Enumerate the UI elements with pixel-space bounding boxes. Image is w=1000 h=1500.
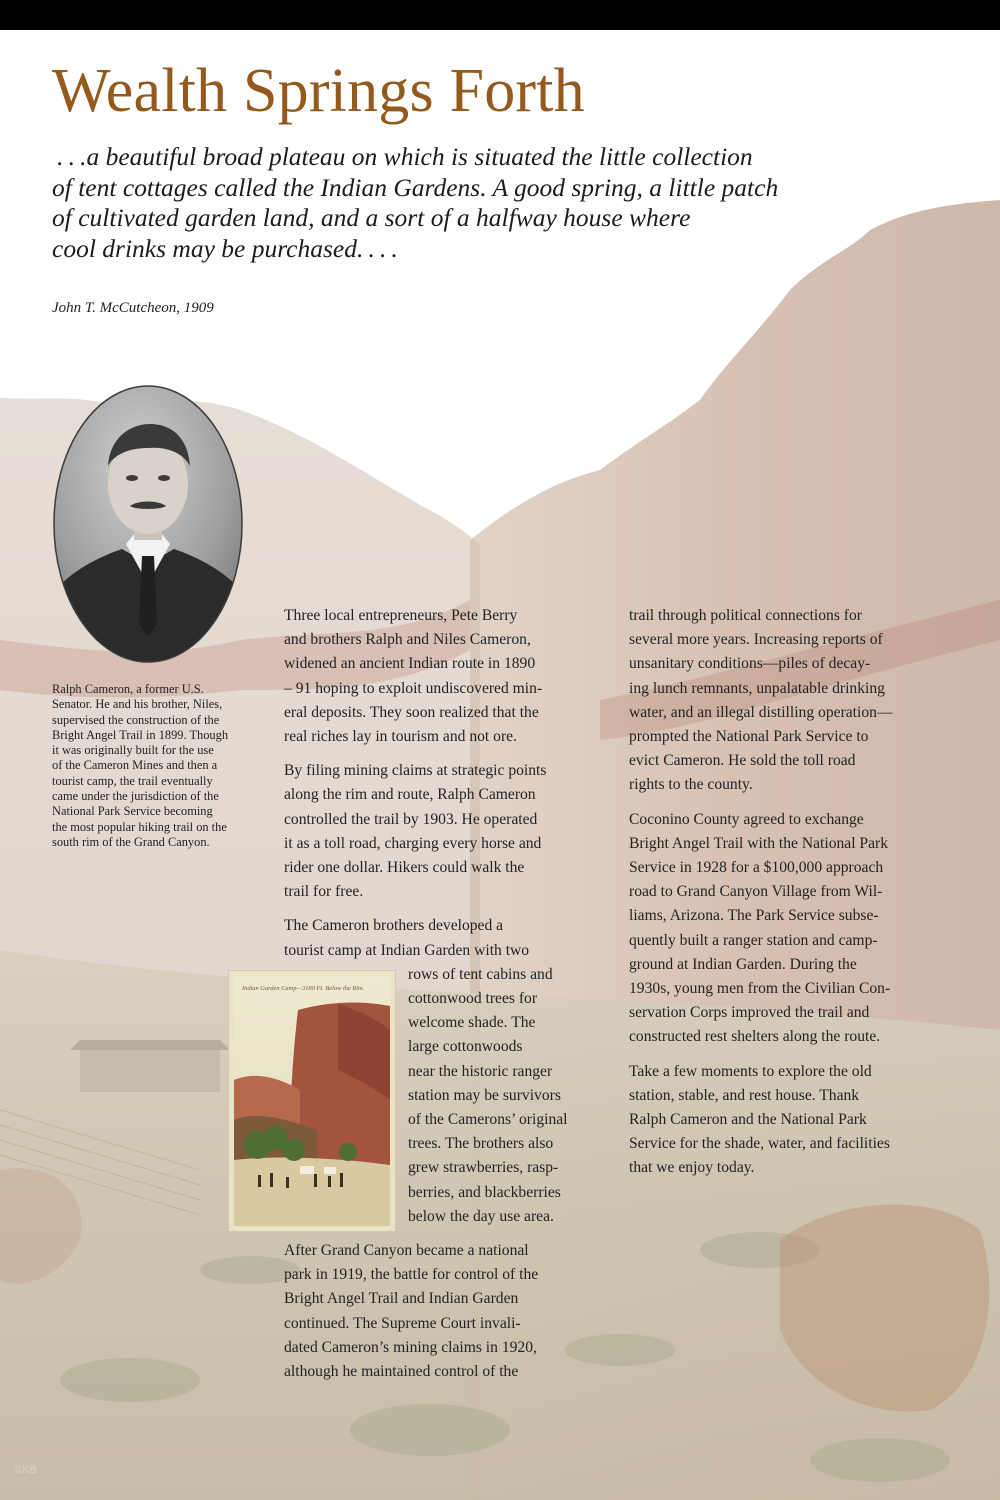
text-line: constructed rest shelters along the route. [629, 1028, 881, 1046]
text-line: eral deposits. They soon realized that the [284, 703, 539, 721]
body-column-2 [629, 604, 959, 1191]
text-line: Service in 1928 for a $100,000 approach [629, 859, 884, 877]
text-line: Take a few moments to explore the old [629, 1062, 872, 1080]
text-line: trail for free. [284, 883, 364, 901]
text-line: – 91 hoping to exploit undiscovered min- [284, 679, 543, 697]
text-line: near the historic ranger [408, 1062, 553, 1080]
paragraph [629, 808, 959, 1050]
text-line: widened an ancient Indian route in 1890 [284, 655, 536, 673]
copyright-mark: ©KB [14, 1464, 37, 1476]
paragraph [629, 1060, 959, 1181]
portrait-caption [52, 682, 262, 850]
quote-line: of cultivated garden land, and a sort of a halfway house where [52, 203, 691, 232]
text-line: it as a toll road, charging every horse and [284, 834, 542, 852]
paragraph [284, 604, 614, 749]
caption-line: Ralph Cameron, a former U.S. [52, 682, 204, 696]
text-line: water, and an illegal distilling operation— [629, 703, 893, 721]
text-line: Service for the shade, water, and facilities [629, 1135, 890, 1153]
caption-line: National Park Service becoming [52, 804, 213, 819]
text-line: although he maintained control of the [284, 1363, 519, 1381]
text-line: The Cameron brothers developed a [284, 917, 504, 935]
text-line: After Grand Canyon became a national [284, 1242, 529, 1260]
text-line: berries, and blackberries [408, 1183, 561, 1201]
paragraph [284, 759, 614, 904]
text-line: below the day use area. [408, 1207, 554, 1225]
text-line: trail through political connections for [629, 607, 862, 624]
text-line: continued. The Supreme Court invali- [284, 1314, 521, 1332]
text-line: rows of tent cabins and [408, 965, 553, 983]
text-line: rider one dollar. Hikers could walk the [284, 859, 525, 877]
text-line: several more years. Increasing reports of [629, 631, 883, 649]
text-line: trees. The brothers also [408, 1135, 554, 1153]
text-line: park in 1919, the battle for control of the [284, 1266, 539, 1284]
text-line: grew strawberries, rasp- [408, 1159, 559, 1177]
text-line: servation Corps improved the trail and [629, 1004, 870, 1022]
quote-attribution: John T. McCutcheon, 1909 [52, 300, 214, 316]
text-line: station, stable, and rest house. Thank [629, 1086, 860, 1104]
text-line: station may be survivors [408, 1086, 561, 1104]
caption-line: came under the jurisdiction of the [52, 789, 219, 804]
text-line: unsanitary conditions—piles of decay- [629, 655, 871, 673]
text-line: large cottonwoods [408, 1038, 523, 1056]
text-line: ground at Indian Garden. During the [629, 955, 857, 973]
text-line: 1930s, young men from the Civilian Con- [629, 980, 891, 998]
quote-line: cool drinks may be purchased. . . . [52, 233, 398, 263]
text-line: evict Cameron. He sold the toll road [629, 752, 856, 770]
caption-line: of the Cameron Mines and then a [52, 758, 218, 773]
text-line: real riches lay in tourism and not ore. [284, 728, 517, 746]
text-line: Bright Angel Trail with the National Park [629, 834, 889, 852]
text-line: dated Cameron’s mining claims in 1920, [284, 1338, 537, 1356]
text-line: tourist camp at Indian Garden with two [284, 941, 530, 959]
text-line: quently built a ranger station and camp- [629, 931, 878, 949]
caption-line: it was originally built for the use [52, 743, 214, 758]
text-line: Ralph Cameron and the National Park [629, 1111, 867, 1129]
ralph-cameron-portrait [52, 384, 244, 664]
caption-line: Bright Angel Trail in 1899. Though [52, 727, 229, 742]
page-title: Wealth Springs Forth [52, 57, 585, 125]
quote-line: of tent cottages called the Indian Gardens. A good spring, a little patch [52, 172, 779, 202]
text-line: controlled the trail by 1903. He operated [284, 810, 538, 828]
text-line: and brothers Ralph and Niles Cameron, [284, 631, 531, 649]
caption-line: supervised the construction of the [52, 712, 220, 727]
paragraph [629, 604, 959, 798]
text-line: Coconino County agreed to exchange [629, 810, 864, 828]
text-line: Three local entrepreneurs, Pete Berry [284, 607, 518, 624]
opening-quote [52, 142, 952, 264]
text-line: along the rim and route, Ralph Cameron [284, 786, 536, 804]
text-line: that we enjoy today. [629, 1159, 755, 1177]
text-line: liams, Arizona. The Park Service subse- [629, 907, 879, 925]
quote-line: . . .a beautiful broad plateau on which is situated the little collection [52, 142, 753, 171]
text-line: welcome shade. The [408, 1014, 536, 1032]
caption-line: south rim of the Grand Canyon. [52, 834, 210, 849]
paragraph [284, 1239, 614, 1384]
text-line: ing lunch remnants, unpalatable drinking [629, 679, 885, 697]
text-line: cottonwood trees for [408, 990, 538, 1008]
text-line: road to Grand Canyon Village from Wil- [629, 883, 883, 901]
text-line: By filing mining claims at strategic points [284, 762, 547, 780]
text-line: rights to the county. [629, 776, 753, 794]
postcard-caption: Indian Garden Camp—3180 Ft. Below the Rim. [242, 985, 365, 992]
caption-line: tourist camp, the trail eventually [52, 773, 213, 788]
indian-garden-postcard [228, 970, 396, 1232]
caption-line: the most popular hiking trail on the [52, 819, 227, 834]
text-line: Bright Angel Trail and Indian Garden [284, 1290, 519, 1308]
text-line: of the Camerons’ original [408, 1111, 568, 1129]
text-line: prompted the National Park Service to [629, 728, 869, 746]
caption-line: Senator. He and his brother, Niles, [52, 697, 223, 712]
